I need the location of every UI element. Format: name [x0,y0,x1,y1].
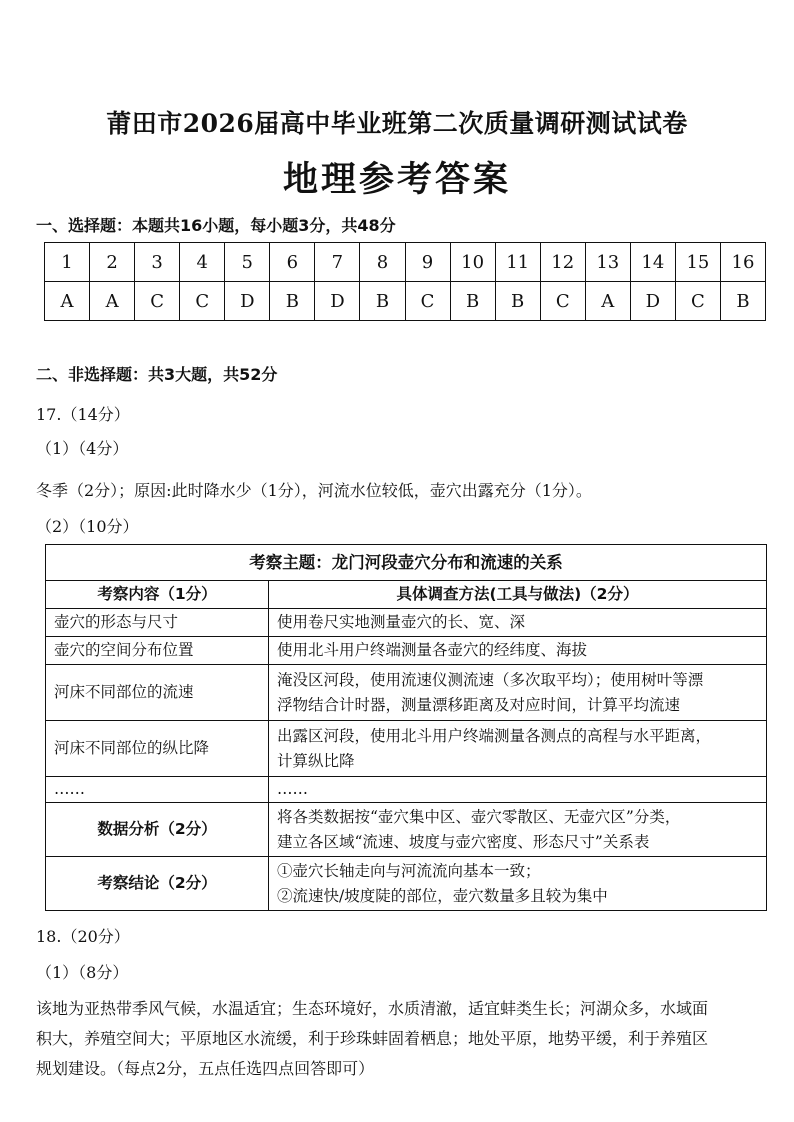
method-cell: 使用卷尺实地测量壶穴的长、宽、深 [269,609,767,637]
question-number: 6 [270,243,315,282]
question-number: 10 [450,243,495,282]
conclusion-cell [269,857,767,911]
method-line: 出露区河段，使用北斗用户终端测量各测点的高程与水平距离， [277,726,712,745]
multiple-choice-answer-table [44,242,766,321]
content-cell: …… [46,777,269,803]
method-line: 浮物结合计时器，测量漂移距离及对应时间，计算平均流速 [277,695,681,714]
table-row [46,721,767,777]
method-cell [269,721,767,777]
table-row [46,609,767,637]
answer-cell: B [360,282,405,321]
section2-heading: 二、非选择题：共3大题，共52分 [36,365,278,384]
answer-cell: C [405,282,450,321]
question-number: 15 [675,243,720,282]
analysis-line: 将各类数据按“壶穴集中区、壶穴零散区、无壶穴区”分类， [277,807,681,826]
question-number: 14 [630,243,675,282]
q18-part1-label: （1）（8分） [36,963,129,982]
answer-cell: C [135,282,180,321]
question-number-row [45,243,766,282]
content-cell: 河床不同部位的流速 [46,665,269,721]
question-number: 12 [540,243,585,282]
question-number: 7 [315,243,360,282]
method-cell: 使用北斗用户终端测量各壶穴的经纬度、海拔 [269,637,767,665]
conclusion-label: 考察结论（2分） [46,857,269,911]
question-number: 3 [135,243,180,282]
method-cell: …… [269,777,767,803]
q18-label: 18.（20分） [36,927,130,946]
answer-key-title: 地理参考答案 [282,159,511,200]
conclusion-line: ②流速快/坡度陡的部位，壶穴数量多且较为集中 [277,886,608,905]
column-header-content: 考察内容（1分） [46,581,269,609]
analysis-cell [269,803,767,857]
question-number: 4 [180,243,225,282]
table-row [46,803,767,857]
table-title-row [46,545,767,581]
answer-line: 规划建设。（每点2分，五点任选四点回答即可） [36,1059,375,1078]
method-line: 淹没区河段，使用流速仪测流速（多次取平均）；使用树叶等漂 [277,670,704,689]
content-cell: 壶穴的空间分布位置 [46,637,269,665]
investigation-table [45,544,767,911]
table-title: 考察主题：龙门河段壶穴分布和流速的关系 [46,545,767,581]
table-header-row [46,581,767,609]
answer-cell: C [540,282,585,321]
exam-title: 莆田市2026届高中毕业班第二次质量调研测试试卷 [106,109,688,138]
column-header-method: 具体调查方法(工具与做法)（2分） [269,581,767,609]
answer-cell: C [675,282,720,321]
answer-line: 积大，养殖空间大；平原地区水流缓，利于珍珠蚌固着栖息；地处平原，地势平缓，利于养殖区 [36,1029,709,1048]
question-number: 9 [405,243,450,282]
question-number: 1 [45,243,90,282]
question-number: 8 [360,243,405,282]
table-row [46,665,767,721]
answer-cell: B [720,282,765,321]
question-number: 11 [495,243,540,282]
answer-cell: D [630,282,675,321]
answer-cell: C [180,282,225,321]
q17-part1-answer: 冬季（2分）；原因:此时降水少（1分），河流水位较低，壶穴出露充分（1分）。 [36,481,592,500]
question-number: 2 [90,243,135,282]
method-cell [269,665,767,721]
answer-row [45,282,766,321]
method-line: 计算纵比降 [277,751,355,770]
analysis-label: 数据分析（2分） [46,803,269,857]
answer-cell: B [450,282,495,321]
answer-cell: A [45,282,90,321]
table-row [46,857,767,911]
analysis-line: 建立各区域“流速、坡度与壶穴密度、形态尺寸”关系表 [277,832,650,851]
answer-cell: B [270,282,315,321]
answer-cell: D [225,282,270,321]
answer-cell: A [90,282,135,321]
conclusion-line: ①壶穴长轴走向与河流流向基本一致； [277,861,541,880]
answer-cell: D [315,282,360,321]
q17-label: 17.（14分） [36,405,130,424]
table-row [46,777,767,803]
question-number: 16 [720,243,765,282]
q18-part1-answer [36,994,766,1084]
answer-cell: A [585,282,630,321]
content-cell: 壶穴的形态与尺寸 [46,609,269,637]
answer-cell: B [495,282,540,321]
answer-line: 该地为亚热带季风气候，水温适宜；生态环境好，水质清澈，适宜蚌类生长；河湖众多，水域面 [36,999,709,1018]
q17-part2-label: （2）（10分） [36,517,139,536]
question-number: 13 [585,243,630,282]
q17-part1-label: （1）（4分） [36,439,129,458]
content-cell: 河床不同部位的纵比降 [46,721,269,777]
section1-heading: 一、选择题：本题共16小题，每小题3分，共48分 [36,216,396,235]
question-number: 5 [225,243,270,282]
table-row [46,637,767,665]
